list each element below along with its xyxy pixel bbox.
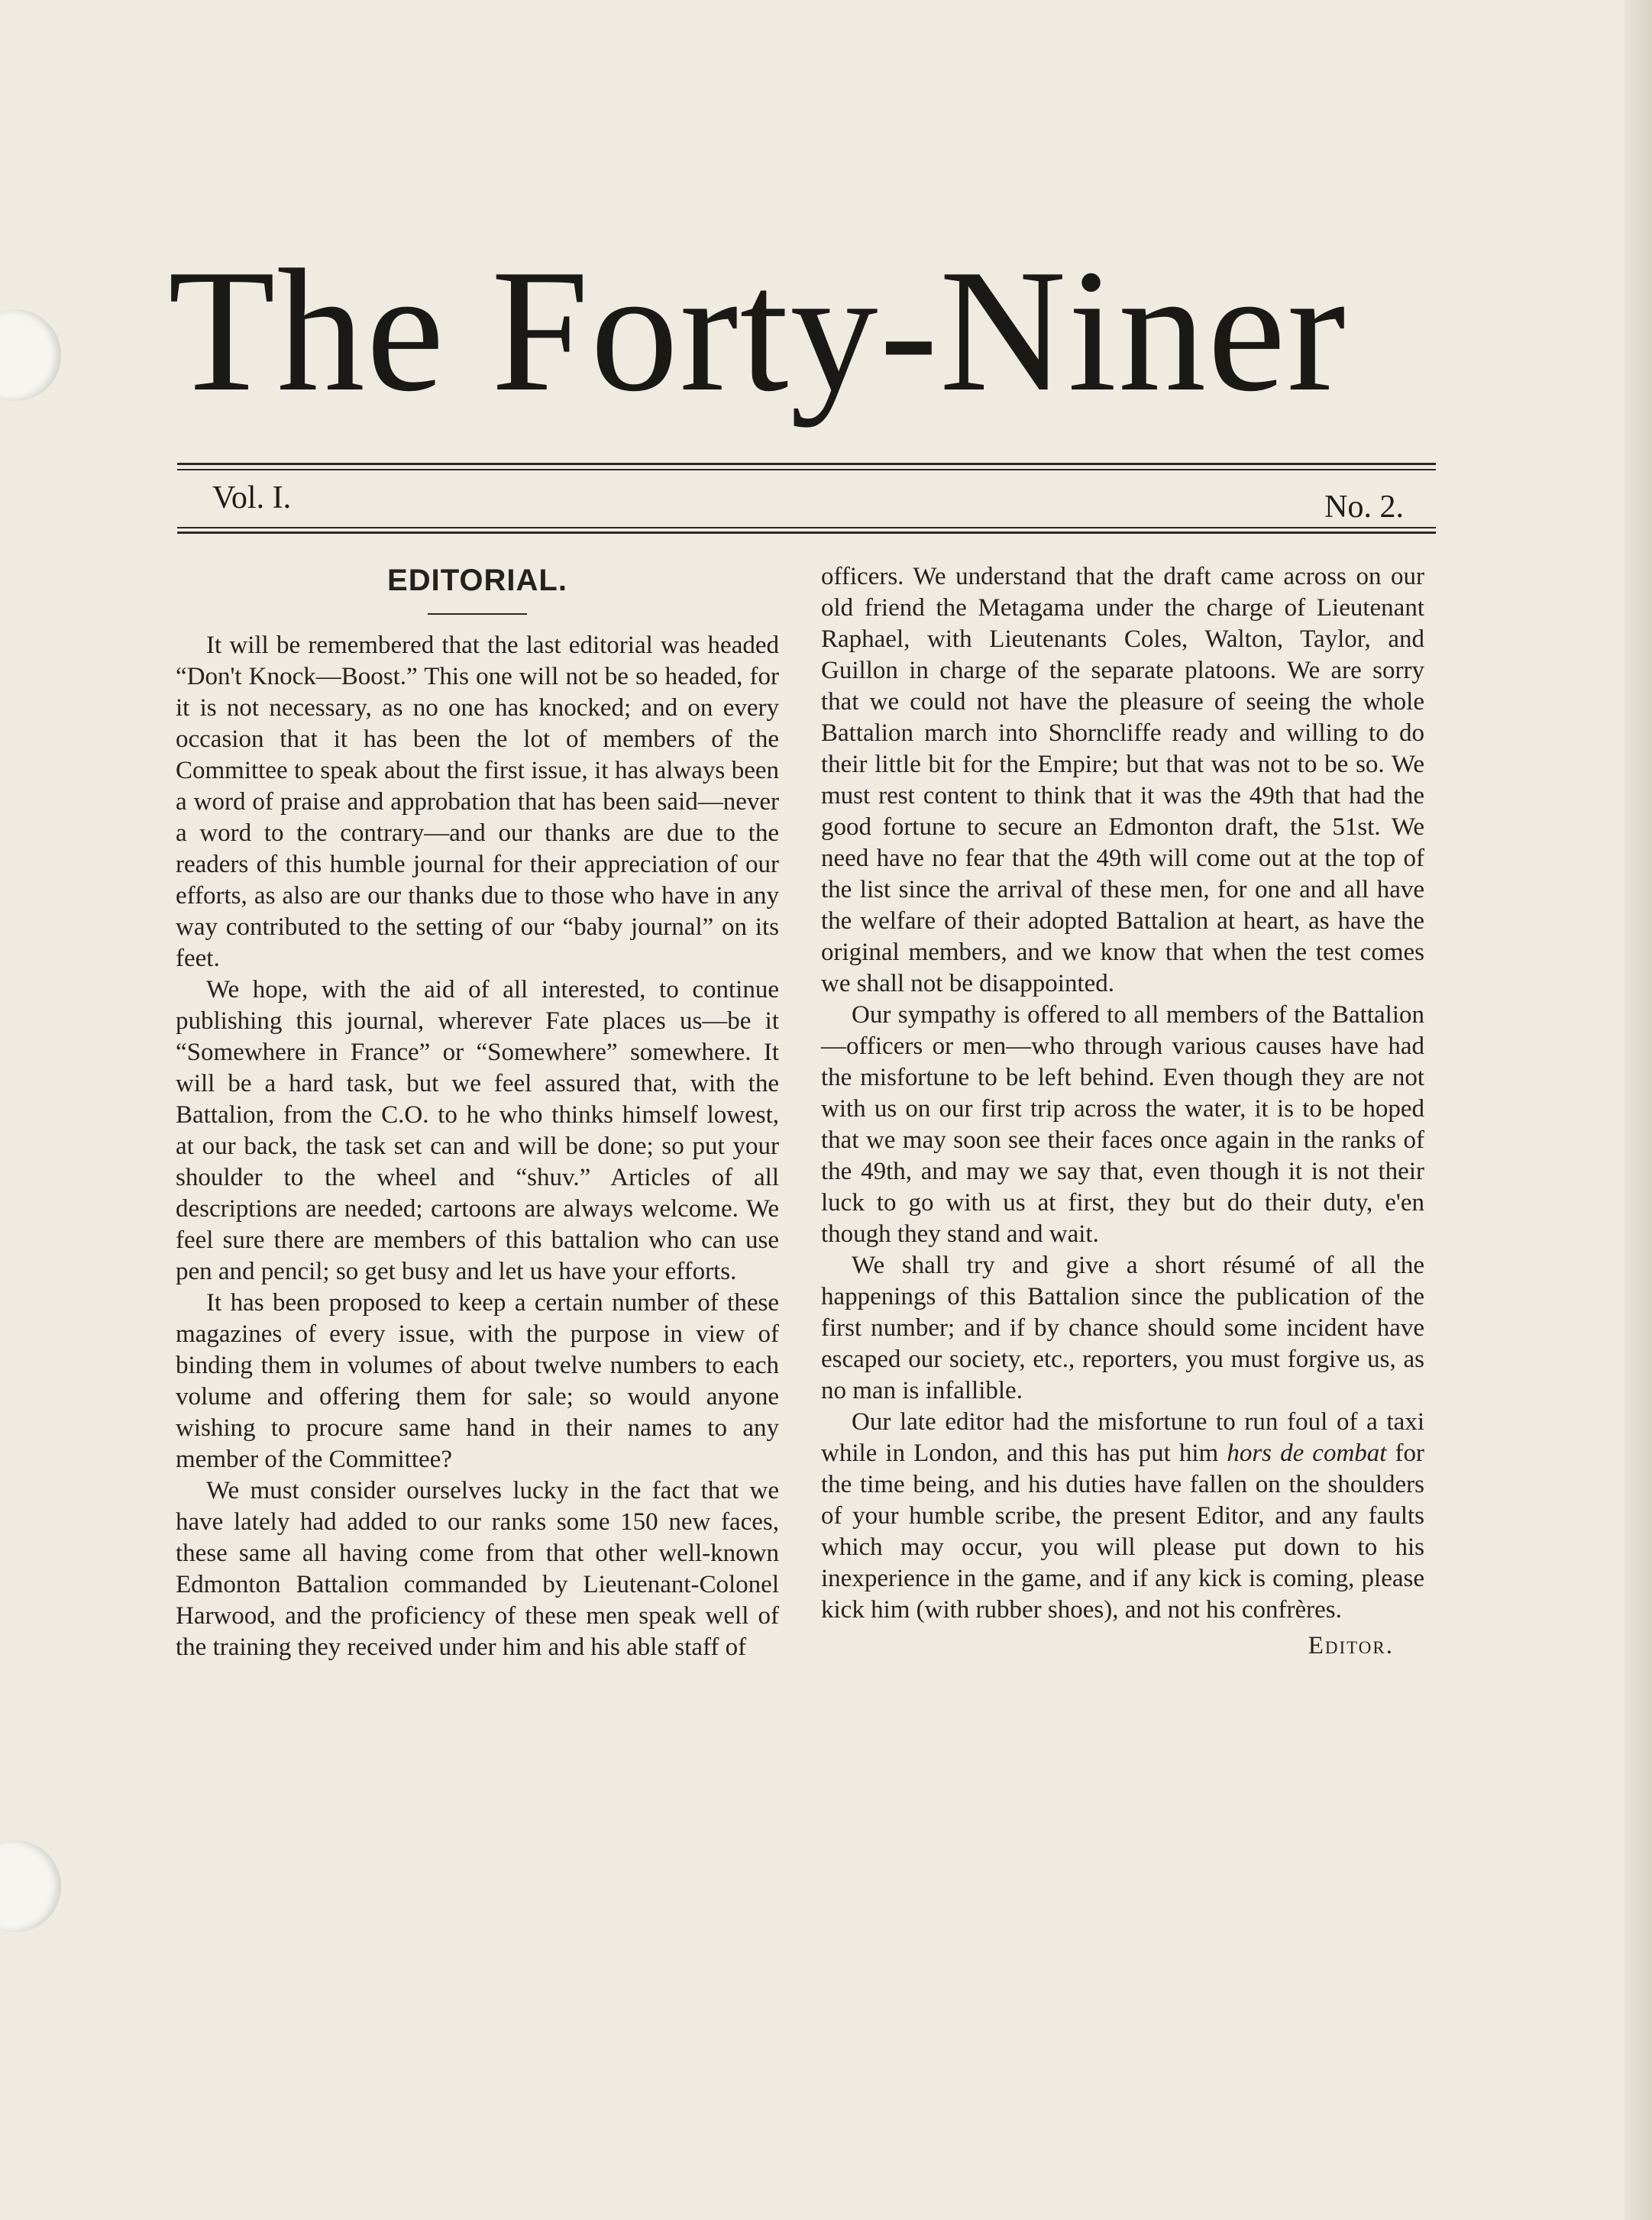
paragraph-text: Our late editor had the misfortune to run foul of a taxi while in London, and this has put him <box>821 1408 1424 1467</box>
editorial-paragraph: We shall try and give a short résumé of all the happenings of this Battalion since the publication of the first number; and if by chance should some incident have escaped our society, etc., reporters, you must forgive us, as no man is infallible. <box>821 1252 1424 1404</box>
page-edge <box>1625 0 1652 2220</box>
editorial-heading: EDITORIAL. <box>387 564 567 597</box>
editor-signature: Editor. <box>1308 1632 1394 1659</box>
editorial-paragraph: We hope, with the aid of all interested, to continue publishing this journal, wherever Fate places us—be it “Somewhere in France” or “Somewhere” somewhere. It will be a hard task, but we feel assured that, with the Battalion, from the C.O. to he who thinks himself lowest, at our back, the task set can and will be done; so put your shoulder to the wheel and “shuv.” Articles of all descriptions are needed; cartoons are always welcome. We feel sure there are members of this battalion who can use pen and pencil; so get busy and let us have your efforts. <box>176 976 779 1285</box>
volume-label: Vol. I. <box>212 480 292 515</box>
editorial-paragraph-last <box>821 1407 1424 1626</box>
punch-hole-bottom <box>0 1840 61 1932</box>
masthead-rule-top-thin <box>177 469 1436 470</box>
editorial-right-column <box>821 561 1424 1662</box>
masthead-title: The Forty-Niner <box>168 233 1347 428</box>
masthead-rule-bottom-thin <box>177 527 1436 528</box>
masthead-rule-top <box>177 463 1436 465</box>
punch-hole-top <box>0 309 61 401</box>
editorial-paragraph: Our sympathy is offered to all members of the Battalion—officers or men—who through various causes have had the misfortune to be left behind. Even though they are not with us on our first trip across the water, it is to be hoped that we may soon see their faces once again in the ranks of the 49th, and may we say that, even though it is not their luck to go with us at first, they but do their duty, e'en though they stand and wait. <box>821 1001 1424 1248</box>
heading-divider <box>428 613 527 615</box>
editorial-paragraph: It has been proposed to keep a certain number of these magazines of every issue, with the purpose in view of binding them in volumes of about twelve numbers to each volume and offering them for sale; so would anyone wishing to procure same hand in their names to any member of the Committee? <box>176 1289 779 1473</box>
editorial-paragraph-continued: officers. We understand that the draft came across on our old friend the Metagama under the charge of Lieutenant Raphael, with Lieutenants Coles, Walton, Taylor, and Guillon in charge of the separate platoons. We are sorry that we could not have the pleasure of seeing the whole Battalion march into Shorncliffe ready and willing to do their little bit for the Empire; but that was not to be so. We must rest content to think that it was the 49th that had the good fortune to secure an Edmonton draft, the 51st. We need have no fear that the 49th will come out at the top of the list since the arrival of these men, for one and all have the welfare of their adopted Battalion at heart, as have the original members, and we know that when the test comes we shall not be disappointed. <box>821 563 1424 997</box>
issue-number: No. 2. <box>1324 490 1404 525</box>
masthead-rule-bottom <box>177 532 1436 534</box>
paragraph-text: for the time being, and his duties have fallen on the shoulders of your humble scribe, the present Editor, and any faults which may occur, you will please put down to his inexperience in the game, and if any kick is coming, please kick him (with rubber shoes), and not his confrères. <box>821 1440 1425 1624</box>
italic-phrase: hors de combat <box>1227 1440 1387 1467</box>
editorial-left-column <box>176 561 779 1663</box>
editorial-paragraph: We must consider ourselves lucky in the fact that we have lately had added to our ranks some 150 new faces, these same all having come from that other well-known Edmonton Battalion commanded by Lieutenant-Colonel Harwood, and the proficiency of these men speak well of the training they received under him and his able staff of <box>176 1477 779 1661</box>
editorial-paragraph: It will be remembered that the last editorial was headed “Don't Knock—Boost.” This one will not be so headed, for it is not necessary, as no one has knocked; and on every occasion that it has been the lot of members of the Committee to speak about the first issue, it has always been a word of praise and approbation that has been said—never a word to the contrary—and our thanks are due to the readers of this humble journal for their appreciation of our efforts, as also are our thanks due to those who have in any way contributed to the setting of our “baby journal” on its feet. <box>176 632 779 972</box>
